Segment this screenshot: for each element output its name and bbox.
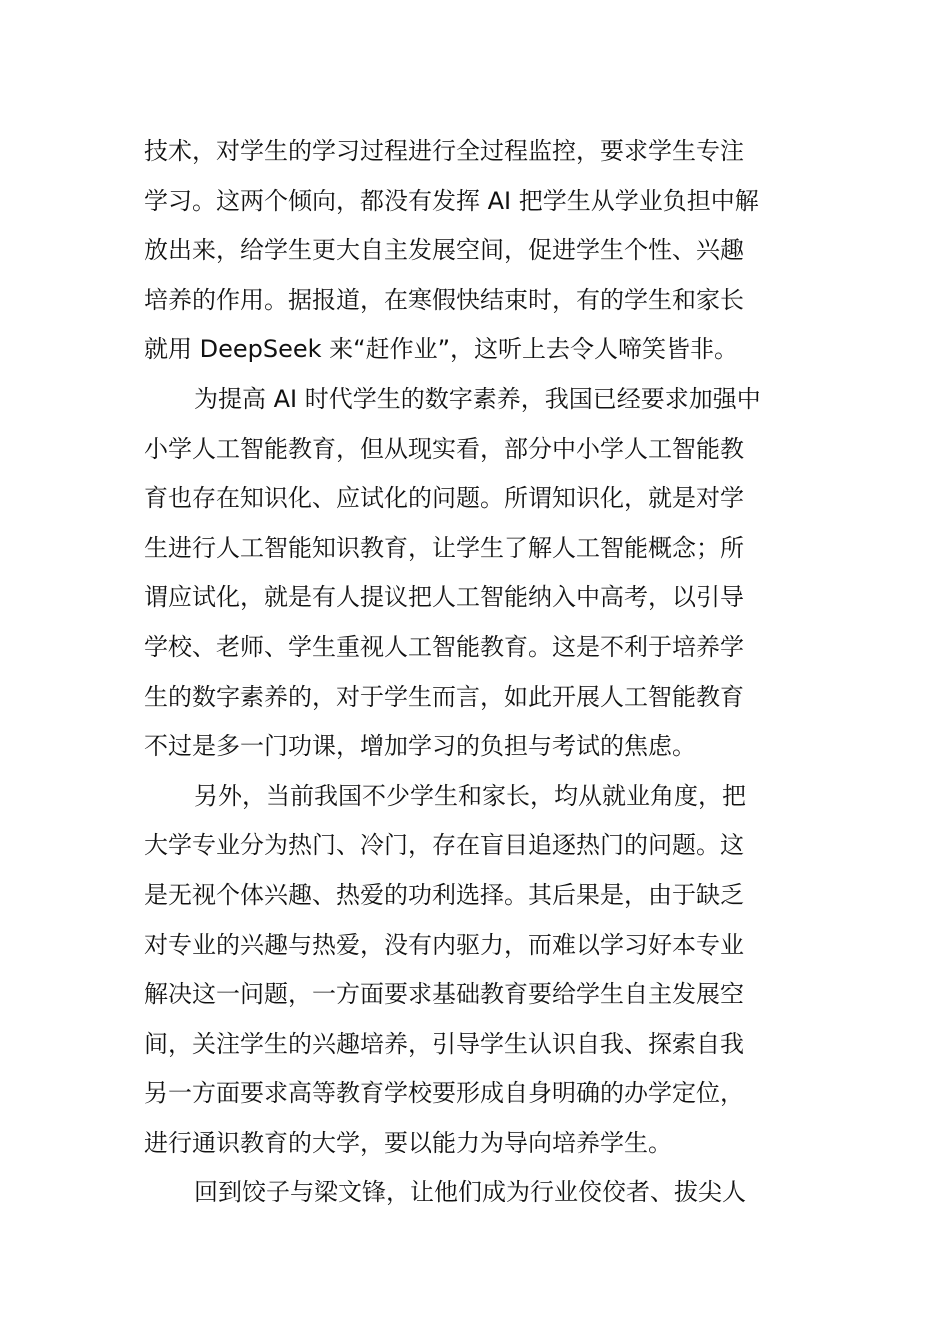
text-line: 对专业的兴趣与热爱，没有内驱力，而难以学习好本专业 (144, 930, 744, 959)
text-line: 学习。这两个倾向，都没有发挥 AI 把学生从学业负担中解 (144, 186, 759, 215)
text-line: 小学人工智能教育，但从现实看，部分中小学人工智能教 (144, 434, 744, 463)
text-line: 不过是多一门功课，增加学习的负担与考试的焦虑。 (144, 732, 696, 761)
text-line: 学校、老师、学生重视人工智能教育。这是不利于培养学 (144, 632, 744, 661)
text-line: 解决这一问题，一方面要求基础教育要给学生自主发展空 (144, 980, 744, 1009)
text-line: 谓应试化，就是有人提议把人工智能纳入中高考，以引导 (144, 583, 744, 612)
paragraph-first-line: 另外，当前我国不少学生和家长，均从就业角度，把 (194, 781, 746, 810)
paragraph-first-line: 为提高 AI 时代学生的数字素养，我国已经要求加强中 (194, 384, 761, 413)
text-line: 进行通识教育的大学，要以能力为导向培养学生。 (144, 1128, 672, 1157)
text-line: 生进行人工智能知识教育，让学生了解人工智能概念；所 (144, 533, 744, 562)
body-text (144, 127, 814, 1218)
text-line: 技术，对学生的学习过程进行全过程监控，要求学生专注 (144, 137, 744, 165)
paragraph-first-line: 回到饺子与梁文锋，让他们成为行业佼佼者、拔尖人 (194, 1178, 746, 1207)
text-line: 育也存在知识化、应试化的问题。所谓知识化，就是对学 (144, 484, 744, 513)
text-line: 就用 DeepSeek 来“赶作业”，这听上去令人啼笑皆非。 (144, 335, 739, 364)
text-line: 培养的作用。据报道，在寒假快结束时，有的学生和家长 (144, 285, 744, 314)
text-line: 间，关注学生的兴趣培养，引导学生认识自我、探索自我 (144, 1029, 744, 1058)
text-line: 是无视个体兴趣、热爱的功利选择。其后果是，由于缺乏 (144, 880, 744, 909)
text-line: 生的数字素养的，对于学生而言，如此开展人工智能教育 (144, 682, 744, 711)
text-line: 另一方面要求高等教育学校要形成自身明确的办学定位， (144, 1079, 744, 1108)
text-line: 放出来，给学生更大自主发展空间，促进学生个性、兴趣 (144, 236, 744, 265)
text-line: 大学专业分为热门、冷门，存在盲目追逐热门的问题。这 (144, 831, 744, 860)
